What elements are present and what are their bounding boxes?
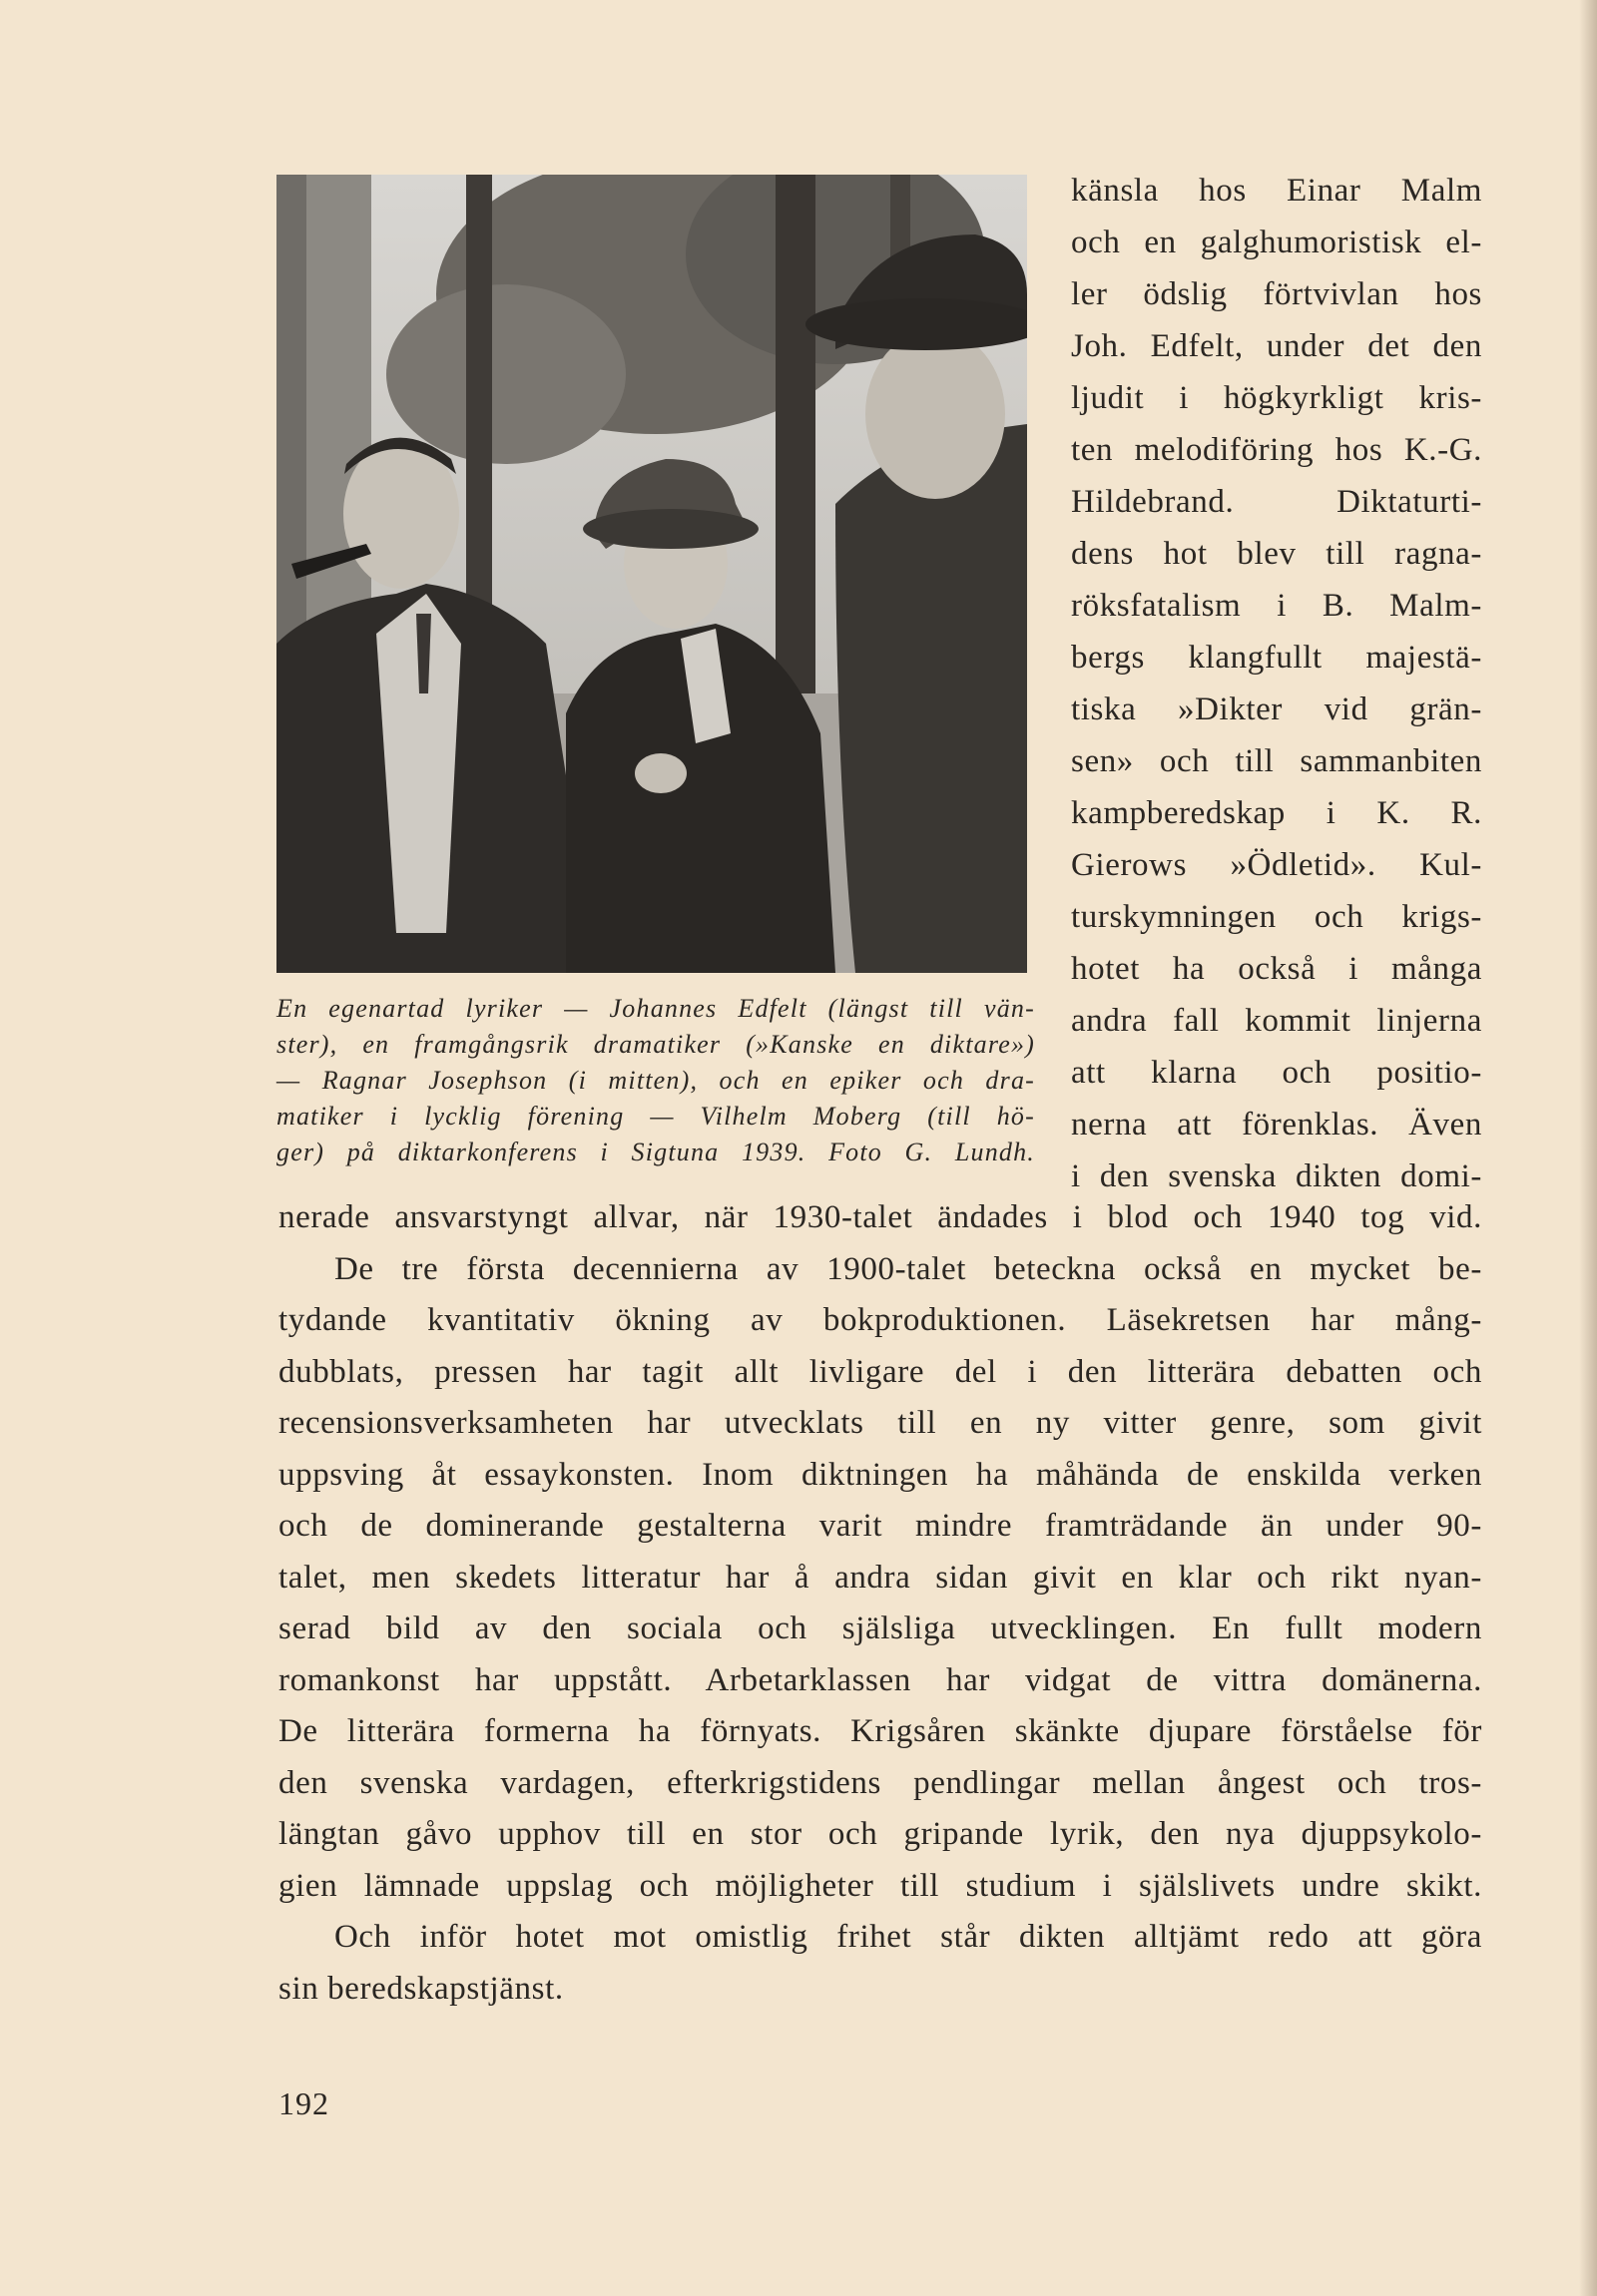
column-line: tiska »Dikter vid grän- xyxy=(1071,691,1482,727)
body-line: serad bild av den sociala och själsliga utvecklingen. En fullt modern xyxy=(278,1610,1482,1646)
caption-line: ster), en framgångsrik dramatiker (»Kanske en diktare») xyxy=(276,1030,1035,1059)
body-line: gien lämnade uppslag och möjligheter till studium i själslivets undre skikt. xyxy=(278,1867,1482,1904)
photo-caption xyxy=(276,991,1035,1170)
body-line: recensionsverksamheten har utvecklats till en ny vitter genre, som givit xyxy=(278,1405,1482,1441)
body-line: längtan gåvo upphov till en stor och gripande lyrik, den nya djuppsykolo- xyxy=(278,1816,1482,1852)
caption-line: ger) på diktarkonferens i Sigtuna 1939. Foto G. Lundh. xyxy=(276,1138,1035,1166)
caption-line: En egenartad lyriker — Johannes Edfelt (längst till vän- xyxy=(276,994,1035,1023)
column-line: turskymningen och krigs- xyxy=(1071,899,1482,935)
body-line: sin beredskapstjänst. xyxy=(278,1970,564,2007)
body-line: De litterära formerna ha förnyats. Krigsåren skänkte djupare förståelse för xyxy=(278,1713,1482,1749)
column-line: ten melodiföring hos K.-G. xyxy=(1071,432,1482,468)
column-line: Hildebrand. Diktaturti- xyxy=(1071,484,1482,520)
column-line: känsla hos Einar Malm xyxy=(1071,173,1482,209)
body-line: och de dominerande gestalterna varit mindre framträdande än under 90- xyxy=(278,1508,1482,1544)
caption-line: — Ragnar Josephson (i mitten), och en epiker och dra- xyxy=(276,1066,1035,1095)
column-line: dens hot blev till ragna- xyxy=(1071,536,1482,572)
body-line: dubblats, pressen har tagit allt livligare del i den litterära debatten och xyxy=(278,1353,1482,1390)
column-line: att klarna och positio- xyxy=(1071,1055,1482,1091)
column-line: röksfatalism i B. Malm- xyxy=(1071,588,1482,624)
body-line: De tre första decennierna av 1900-talet beteckna också en mycket be- xyxy=(334,1250,1482,1287)
photograph-three-men-icon xyxy=(276,175,1027,973)
column-line: Joh. Edfelt, under det den xyxy=(1071,328,1482,364)
column-line: ljudit i högkyrkligt kris- xyxy=(1071,380,1482,416)
photograph xyxy=(276,175,1027,973)
body-text xyxy=(278,1192,1482,2015)
body-line: uppsving åt essaykonsten. Inom diktningen ha måhända de enskilda verken xyxy=(278,1456,1482,1493)
column-line: och en galghumoristisk el- xyxy=(1071,225,1482,260)
page-edge-shadow xyxy=(1579,0,1597,2296)
body-line: romankonst har uppstått. Arbetarklassen har vidgat de vittra domänerna. xyxy=(278,1661,1482,1698)
body-line: nerade ansvarstyngt allvar, när 1930-talet ändades i blod och 1940 tog vid. xyxy=(278,1199,1482,1235)
column-line: nerna att förenklas. Även xyxy=(1071,1107,1482,1143)
right-column-text xyxy=(1071,165,1482,1202)
column-line: Gierows »Ödletid». Kul- xyxy=(1071,847,1482,883)
column-line: andra fall kommit linjerna xyxy=(1071,1003,1482,1039)
caption-line: matiker i lycklig förening — Vilhelm Moberg (till hö- xyxy=(276,1102,1035,1131)
body-line: tydande kvantitativ ökning av bokproduktionen. Läsekretsen har mång- xyxy=(278,1302,1482,1338)
body-line: talet, men skedets litteratur har å andra sidan givit en klar och rikt nyan- xyxy=(278,1559,1482,1596)
column-line: hotet ha också i många xyxy=(1071,951,1482,987)
column-line: kampberedskap i K. R. xyxy=(1071,795,1482,831)
body-line: Och inför hotet mot omistlig frihet står dikten alltjämt redo att göra xyxy=(334,1919,1482,1955)
column-line: bergs klangfullt majestä- xyxy=(1071,640,1482,676)
column-line: ler ödslig förtvivlan hos xyxy=(1071,276,1482,312)
body-line: den svenska vardagen, efterkrigstidens pendlingar mellan ångest och tros- xyxy=(278,1764,1482,1801)
column-line: i den svenska dikten domi- xyxy=(1071,1158,1482,1194)
column-line: sen» och till sammanbiten xyxy=(1071,743,1482,779)
page-number: 192 xyxy=(278,2085,329,2121)
